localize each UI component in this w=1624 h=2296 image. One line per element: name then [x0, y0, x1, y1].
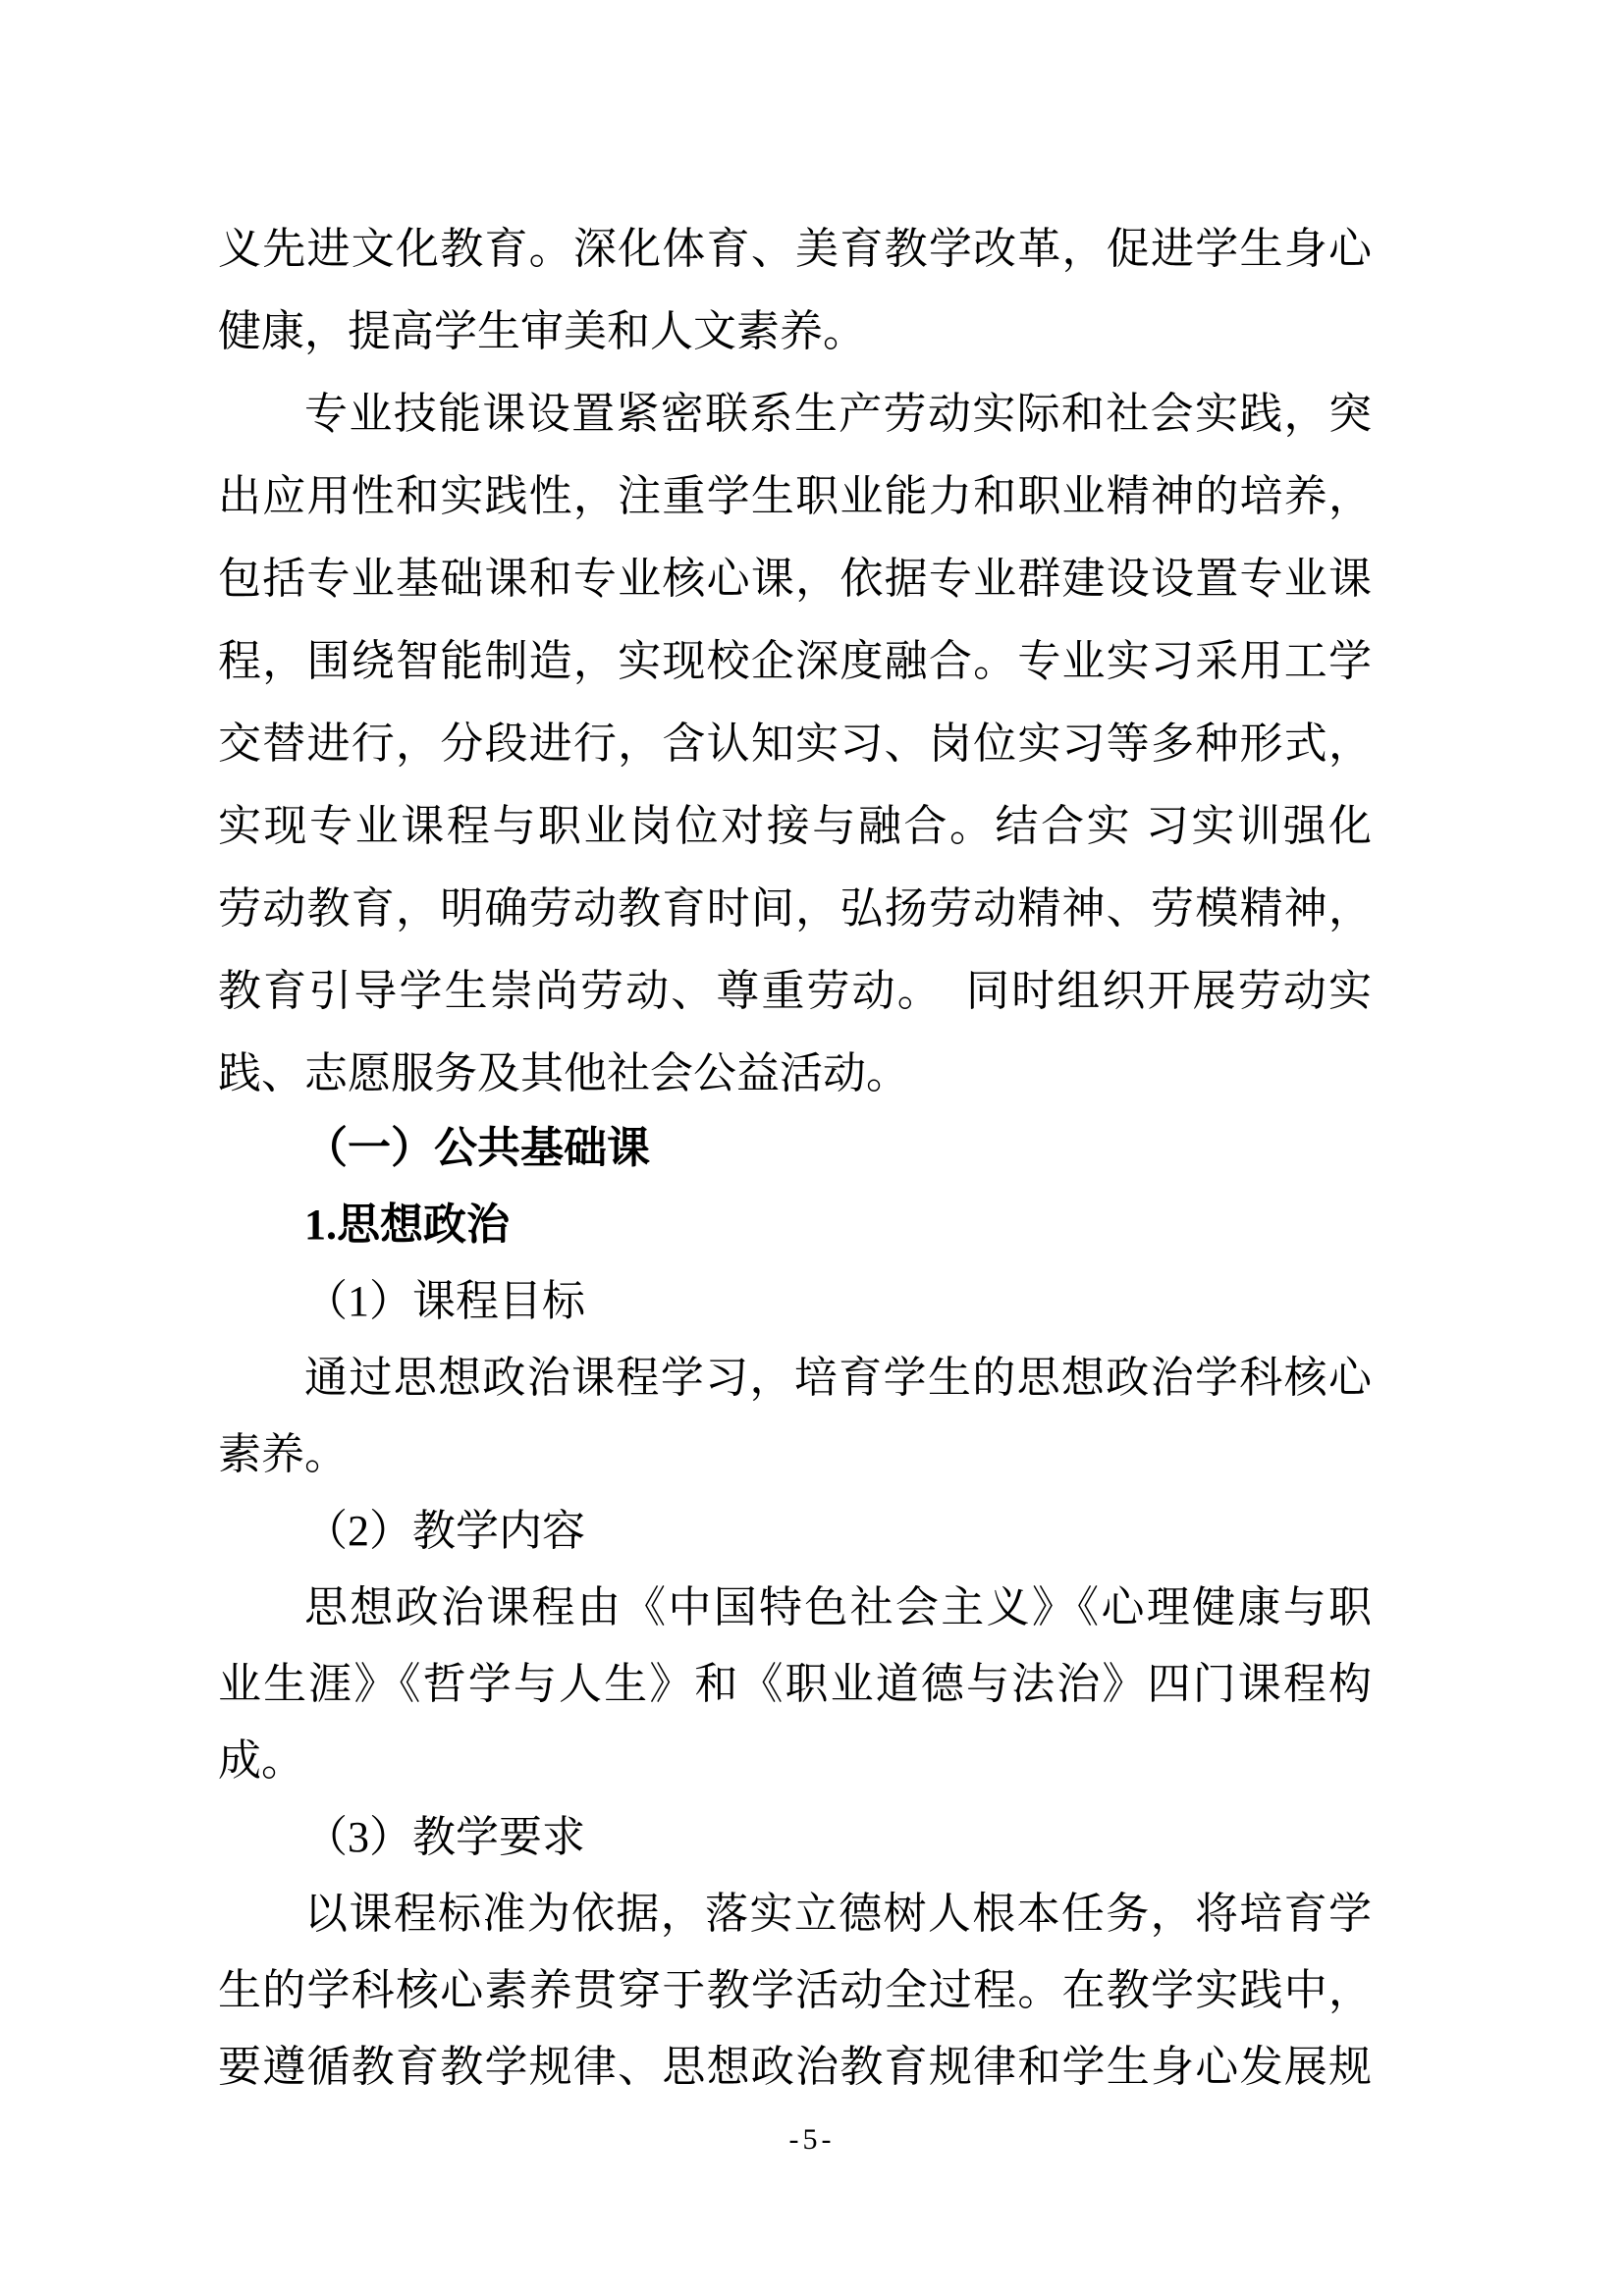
body-text-lower — [218, 1110, 1372, 2106]
text-line: 义先进文化教育。深化体育、美育教学改革，促进学生身心 — [218, 225, 1372, 273]
text-line: （3）教学要求 — [304, 1813, 585, 1861]
text-line: （2）教学内容 — [304, 1507, 585, 1555]
body-text-upper — [218, 208, 1372, 1115]
text-line: 1.思想政治 — [304, 1201, 510, 1249]
text-line: 思想政治课程由《中国特色社会主义》《心理健康与职 — [304, 1583, 1372, 1631]
text-line: 劳动教育，明确劳动教育时间，弘扬劳动精神、劳模精神， — [218, 884, 1372, 933]
text-line: 出应用性和实践性，注重学生职业能力和职业精神的培养， — [218, 472, 1372, 520]
text-line: 实现专业课程与职业岗位对接与融合。结合实 习实训强化 — [218, 802, 1372, 850]
text-line: 程，围绕智能制造，实现校企深度融合。专业实习采用工学 — [218, 637, 1372, 685]
text-line: 通过思想政治课程学习，培育学生的思想政治学科核心 — [304, 1354, 1372, 1402]
text-line: 交替进行，分段进行，含认知实习、岗位实习等多种形式， — [218, 720, 1372, 768]
text-line: 以课程标准为依据，落实立德树人根本任务，将培育学 — [304, 1890, 1372, 1938]
text-line: 要遵循教育教学规律、思想政治教育规律和学生身心发展规 — [218, 2043, 1372, 2091]
text-line: 践、志愿服务及其他社会公益活动。 — [218, 1049, 909, 1097]
text-line: 生的学科核心素养贯穿于教学活动全过程。在教学实践中， — [218, 1966, 1372, 2014]
text-line: 成。 — [218, 1736, 304, 1785]
text-line: 包括专业基础课和专业核心课，依据专业群建设设置专业课 — [218, 555, 1372, 603]
text-line: 素养。 — [218, 1430, 348, 1478]
text-line: 业生涯》《哲学与人生》和《职业道德与法治》四门课程构 — [218, 1660, 1372, 1708]
page-number: -5- — [788, 2123, 836, 2156]
text-line: 专业技能课设置紧密联系生产劳动实际和社会实践，突 — [304, 390, 1372, 438]
text-line: 教育引导学生崇尚劳动、尊重劳动。 同时组织开展劳动实 — [218, 967, 1372, 1015]
text-line: （一）公共基础课 — [304, 1124, 650, 1172]
text-line: 健康，提高学生审美和人文素养。 — [218, 307, 866, 355]
text-line: （1）课程目标 — [304, 1277, 585, 1325]
